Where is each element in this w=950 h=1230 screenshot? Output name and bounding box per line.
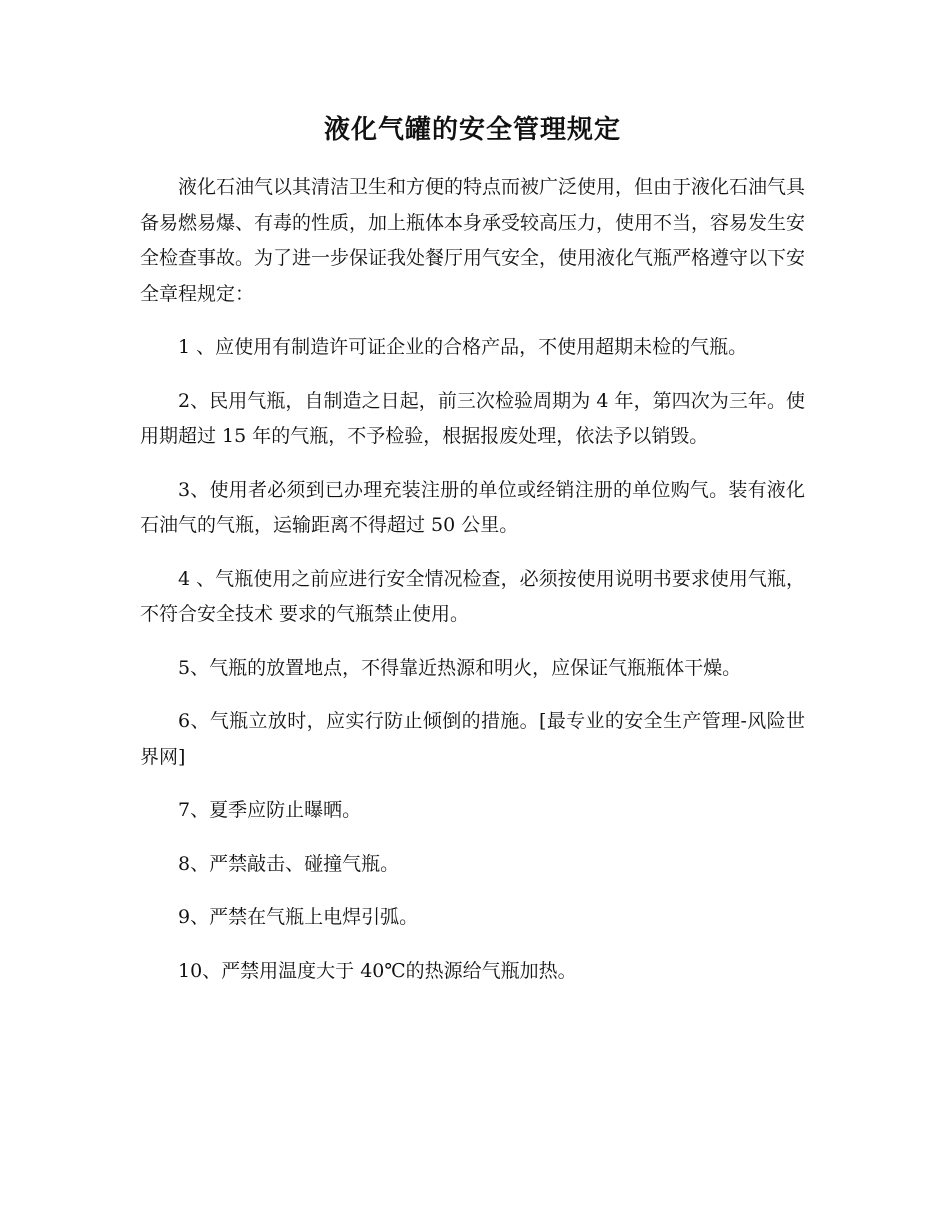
rule-item-3: 3、使用者必须到已办理充装注册的单位或经销注册的单位购气。装有液化石油气的气瓶，运输距离不得超过 50 公里。 (140, 478, 805, 536)
rule-item-9: 9、严禁在气瓶上电焊引弧。 (178, 906, 419, 928)
document-page (140, 108, 805, 1007)
intro-paragraph: 液化石油气以其清洁卫生和方便的特点而被广泛使用，但由于液化石油气具备易燃易爆、有毒的性质，加上瓶体本身承受较高压力，使用不当，容易发生安全检查事故。为了进一步保证我处餐厅用气安全，使用液化气瓶严格遵守以下安全章程规定： (140, 176, 806, 305)
rule-item-2: 2、民用气瓶，自制造之日起，前三次检验周期为 4 年，第四次为三年。使用期超过 15 年的气瓶，不予检验，根据报废处理，依法予以销毁。 (140, 389, 805, 447)
document-title: 液化气罐的安全管理规定 (323, 115, 621, 145)
rule-item-5: 5、气瓶的放置地点，不得靠近热源和明火，应保证气瓶瓶体干燥。 (178, 656, 742, 679)
rule-item-7: 7、夏季应防止曝晒。 (178, 799, 362, 821)
rule-item-1: 1 、应使用有制造许可证企业的合格产品，不使用超期未检的气瓶。 (178, 336, 748, 358)
rule-item-4: 4 、气瓶使用之前应进行安全情况检查，必须按使用说明书要求使用气瓶，不符合安全技术 要求的气瓶禁止使用。 (140, 567, 805, 625)
rule-item-8: 8、严禁敲击、碰撞气瓶。 (178, 852, 400, 875)
rule-item-10: 10、严禁用温度大于 40℃的热源给气瓶加热。 (178, 959, 577, 982)
rule-item-6: 6、气瓶立放时，应实行防止倾倒的措施。[最专业的安全生产管理-风险世界网] (140, 710, 805, 768)
